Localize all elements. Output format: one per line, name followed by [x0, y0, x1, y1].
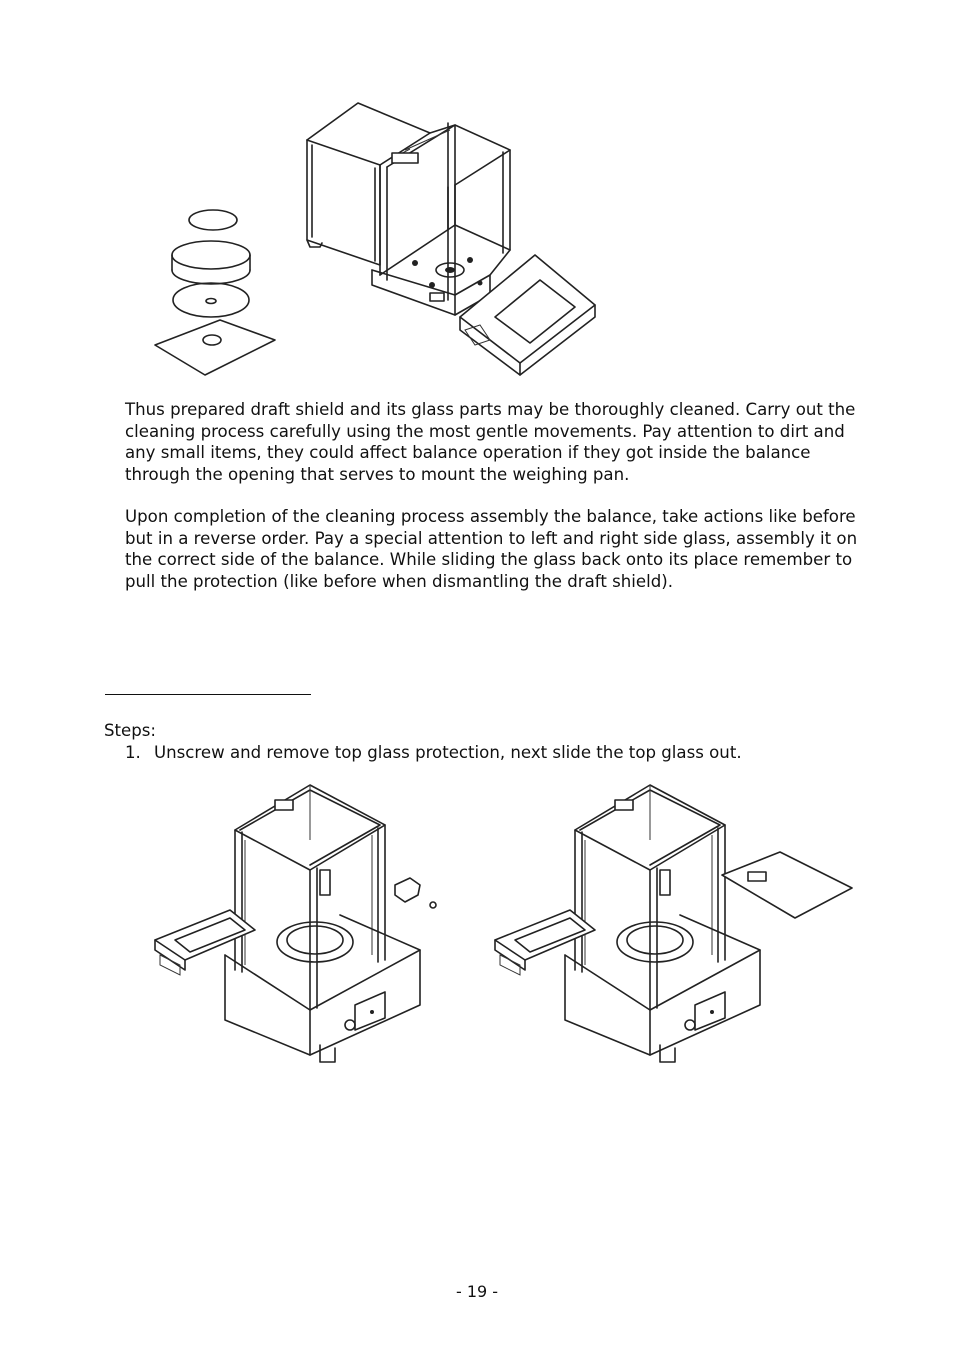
steps-label: Steps: [104, 721, 157, 740]
step-number: 1. [125, 743, 141, 762]
section-divider [105, 694, 311, 695]
balance-top-protection-removal-illustration [150, 780, 450, 1065]
paragraph-cleaning-instructions: Thus prepared draft shield and its glass parts may be thoroughly cleaned. Carry out the cleaning process carefully using the most gentle movements. Pay attention to dirt and any small items, they could affect balance operation if they got inside the balance through the opening that serves to mount the weighing pan. [125, 400, 856, 484]
page-number: - 19 - [455, 1282, 499, 1301]
balance-top-glass-removed-illustration [490, 780, 855, 1065]
draft-shield-dismantled-illustration [150, 95, 610, 385]
paragraph-reassembly-instructions: Upon completion of the cleaning process assembly the balance, take actions like before but in a reverse order. Pay a special attention to left and right side glass, assembly it on the correct side of the balance. While sliding the glass back onto its place remember to pull the protection (like before when dismantling the draft shield). [125, 507, 858, 591]
step-item [125, 742, 742, 764]
step-text: Unscrew and remove top glass protection, next slide the top glass out. [154, 743, 742, 762]
